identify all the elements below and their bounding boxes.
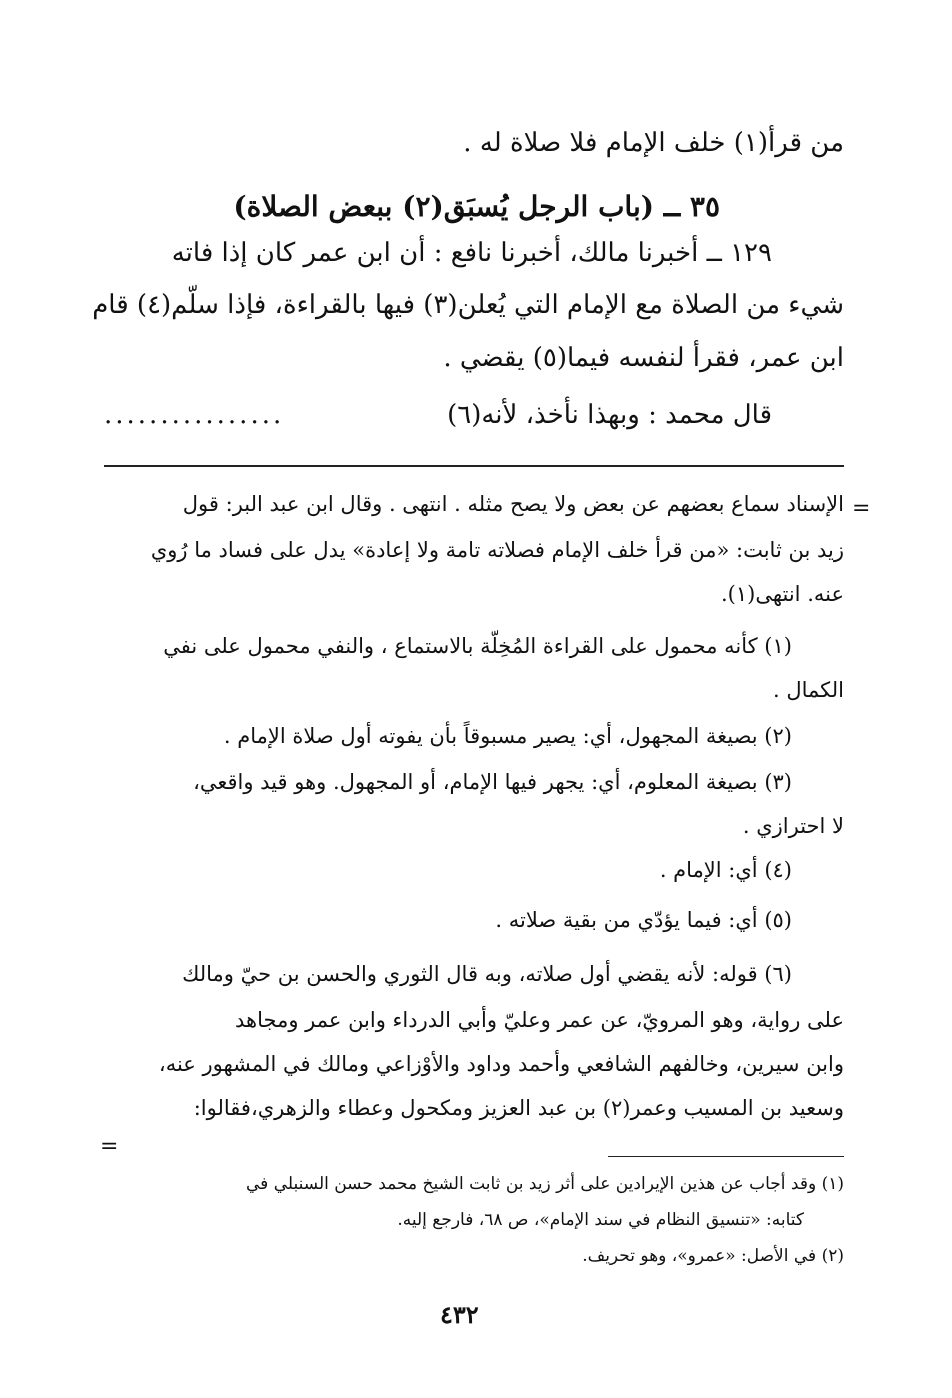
hadith-line-3: ابن عمر، فقرأ لنفسه فيما(٥) يقضي .	[443, 343, 844, 373]
footnote-cont-line-1: الإسناد سماع بعضهم عن بعض ولا يصح مثله . انتهى . وقال ابن عبد البر: قول	[182, 492, 844, 516]
hadith-line-1: ١٢٩ ــ أخبرنا مالك، أخبرنا نافع : أن ابن عمر كان إذا فاته	[171, 238, 772, 268]
continuation-end-mark: =	[100, 1134, 119, 1159]
footnote-separator	[104, 465, 844, 467]
footnote-3-line-1: (٣) بصيغة المعلوم، أي: يجهر فيها الإمام، أو المجهول. وهو قيد واقعي،	[193, 770, 792, 794]
footnote-5-line-1: (٥) أي: فيما يؤدّي من بقية صلاته .	[495, 908, 792, 932]
footnote-2-line-1: (٢) بصيغة المجهول، أي: يصير مسبوقاً بأن يفوته أول صلاة الإمام .	[223, 724, 792, 748]
footnote-6-line-3: وابن سيرين، وخالفهم الشافعي وأحمد وداود والأوْزاعي ومالك في المشهور عنه،	[158, 1052, 844, 1076]
footnote-4-line-1: (٤) أي: الإمام .	[659, 858, 792, 882]
footnote-6-line-4: وسعيد بن المسيب وعمر(٢) بن عبد العزيز ومكحول وعطاء والزهري،فقالوا:	[193, 1096, 844, 1120]
footnote-cont-line-3: عنه. انتهى(١).	[720, 582, 844, 606]
footnote-1-line-1: (١) كأنه محمول على القراءة المُخِلّة بالاستماع ، والنفي محمول على نفي	[163, 634, 792, 658]
muhammad-line: قال محمد : وبهذا نأخذ، لأنه(٦)	[447, 400, 772, 430]
subfootnote-1-line-2: كتابه: «تنسيق النظام في سند الإمام»، ص ٦٨، فارجع إليه.	[397, 1210, 804, 1230]
footnote-1-line-2: الكمال .	[773, 678, 844, 702]
subfootnote-2-line-1: (٢) في الأصل: «عمرو»، وهو تحريف.	[582, 1246, 844, 1266]
ellipsis-dots: ................	[104, 400, 285, 430]
footnote-6-line-2: على رواية، وهو المرويّ، عن عمر وعليّ وأبي الدرداء وابن عمر ومجاهد	[235, 1008, 844, 1032]
intro-line: من قرأ(١) خلف الإمام فلا صلاة له .	[463, 128, 844, 158]
footnote-6-line-1: (٦) قوله: لأنه يقضي أول صلاته، وبه قال الثوري والحسن بن حيّ ومالك	[182, 962, 792, 986]
hadith-line-2: شيء من الصلاة مع الإمام التي يُعلن(٣) فيها بالقراءة، فإذا سلّم(٤) قام	[92, 290, 844, 320]
continuation-mark: =	[852, 496, 871, 521]
subfootnote-1-line-1: (١) وقد أجاب عن هذين الإيرادين على أثر زيد بن ثابت الشيخ محمد حسن السنبلي في	[246, 1174, 844, 1194]
page-number: ٤٣٢	[440, 1300, 479, 1329]
subfootnote-separator	[608, 1156, 844, 1157]
chapter-heading: ٣٥ ــ (باب الرجل يُسبَق(٢) ببعض الصلاة)	[233, 190, 720, 223]
footnote-3-line-2: لا احترازي .	[742, 814, 844, 838]
footnote-cont-line-2: زيد بن ثابت: «من قرأ خلف الإمام فصلاته تامة ولا إعادة» يدل على فساد ما رُوي	[150, 538, 844, 562]
